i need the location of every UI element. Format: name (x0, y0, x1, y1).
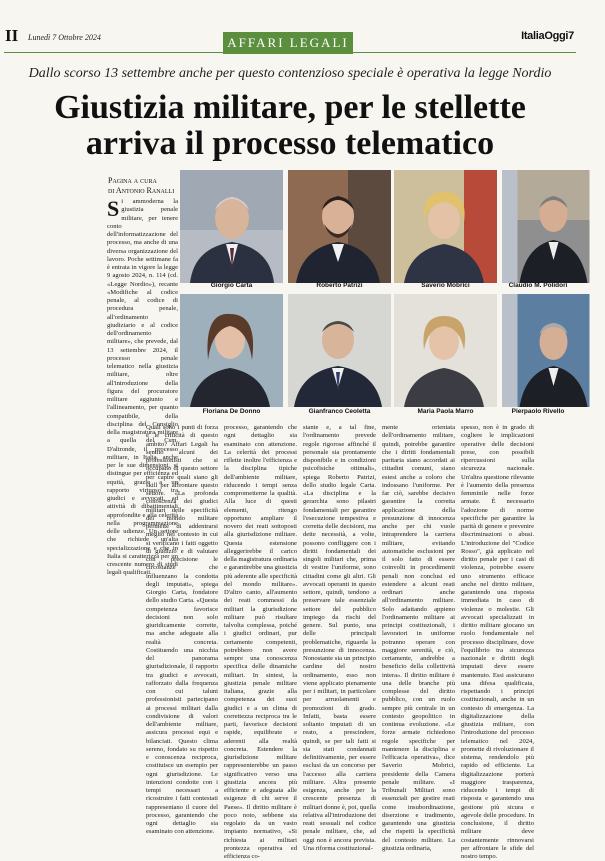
portrait-illustration (394, 294, 497, 407)
byline-author: di Antonio Ranalli (108, 186, 175, 195)
photo-caption: Maria Paola Marro (417, 408, 474, 415)
photo-caption: Claudio M. Polidori (508, 282, 568, 289)
photo-caption: Roberto Patrizi (316, 282, 363, 289)
photo-caption: Saverio Mobrici (421, 282, 470, 289)
portrait-illustration (288, 170, 391, 283)
article-headline (0, 90, 580, 162)
portrait-photo (288, 170, 391, 283)
drop-cap: S (107, 196, 120, 221)
portrait-photo (180, 170, 283, 283)
brand-logo: ItaliaOggi7 (521, 30, 574, 42)
portrait-photo (502, 170, 574, 283)
header-rule (4, 52, 576, 53)
page-number: II (5, 26, 19, 45)
portrait-illustration (502, 170, 605, 283)
portrait-illustration (502, 294, 605, 407)
column-1-text: i ammoderna la giustizia penale militare, per tenere conto dell'informatizzazione del processo, ma anche di una diversa organizzazione del lavoro. Poche settimane fa è entrata in vigore la legge 9 agosto 2024, n. 114 (cd. «Legge Nordio»), recante «Modifiche al codice penale, al codice di procedura penale, all'ordinamento giudiziario e al codice dell'ordinamento militare», che prevede, dal 13 settembre 2024, il processo penale telematico nella giustizia militare, oltre all'introduzione della figura del procuratore militare aggiunto e l'allineamento, per quanto compatibile, della disciplina del Consiglio della magistratura militare a quella del Csm. D'altronde, il processo militare, in Italia, anche per le sue dimensioni, si distingue per efficienza ed equità, grazie a un rapporto virtuoso tra giudici e avvocati, ad attività di dibattimentali approfondite e alla celerità nella programmazione delle udienze. Un settore che richiede un'alta specializzazione e che in Italia si caratterizza per un crescente numero di studi legali qualificati. (107, 198, 178, 577)
photo-caption: Pierpaolo Rivello (511, 408, 565, 415)
portrait-illustration (180, 170, 283, 283)
article-column-2: Quali sono i punti di forza e le criticità di questo ambito? Affari Legali ha sentito alcuni dei professionisti che si occupano di questo settore per capire quali siano gli skill per affrontare questo settore. «La profonda conoscenza dei giudici militari delle specificità del mondo militare permette di addentrarsi meglio nel contesto in cui si verificano i fatti oggetto di giudizio e di valutare con precisione le circostanze che influenzano la condotta degli imputati», spiega Giorgio Carta, fondatore dello studio Carta. «Questa competenza favorisce decisioni non solo giuridicamente corrette, ma anche adeguate alla realtà concreta. Costituendo una nicchia del panorama giurisdizionale, il rapporto tra giudici e avvocati, rafforzato dalla frequenza con cui taluni professionisti partecipano ai processi militari dalla condivisione di valori dell'ambiente militare, assicura processi equi e bilanciati. Questo clima sereno, fondato su rispetto e conoscenza reciproca, costituisce un esempio per ogni giurisdizione. Le intenzioni condotte con i tempi necessari a ricostruire i fatti contestati rappresentano il cuore del processo, garantendo che ogni dettaglio sia esaminato con attenzione. (146, 424, 218, 836)
portrait-illustration (394, 170, 497, 283)
portrait-photo (180, 294, 283, 407)
portrait-photo (394, 170, 497, 283)
article-kicker: Dallo scorso 13 settembre anche per questo contenzioso speciale è operativa la legge Nordio (28, 66, 552, 81)
issue-date: Lunedì 7 Ottobre 2024 (28, 33, 101, 42)
portrait-illustration (180, 294, 283, 407)
article-column-6: spesso, non è in grado di cogliere le implicazioni operative delle decisioni prese, con possibili ripercussioni sulla sicurezza nazionale. Un'altra questione rilevante è l'aumento della presenza femminile nelle forze armate. È necessario l'adozione di norme specifiche per garantire la parità di genere e prevenire discriminazioni o abusi. L'introduzione del "Codice Rosso", già applicato nel diritto penale per i casi di violenza, potrebbe essere uno strumento efficace anche nel diritto militare, garantendo una risposta immediata in caso di violenze o molestie. Gli avvocati specializzati in diritto militare giocano un ruolo fondamentale nel processo disciplinare, dove l'equilibrio tra sicurezza nazionale e diritti degli imputati deve essere mantenuto. Essi assicurano una difesa qualificata, rispettando i principi costituzionali, anche in un contesto di emergenza. La digitalizzazione della giustizia militare, con l'introduzione del processo telematico nel 2024, promette di rivoluzionare il sistema, rendendolo più rapido ed efficiente. La digitalizzazione porterà maggiore trasparenza, riducendo i tempi di risposta e garantendo una gestione più sicura e agevole delle procedure. In conclusione, il diritto militare deve costantemente rinnovarsi per affrontare le sfide del nostro tempo. (461, 424, 534, 860)
headline-line-2: arriva il processo telematico (85, 125, 495, 162)
portrait-photo (394, 294, 497, 407)
portrait-photo (502, 294, 574, 407)
section-label: AFFARI LEGALI (223, 32, 353, 54)
photo-caption: Giorgio Carta (210, 282, 253, 289)
photo-grid (144, 166, 576, 414)
portrait-illustration (288, 294, 391, 407)
headline-line-1: Giustizia militare, per le stellette (54, 89, 526, 126)
photo-caption: Gianfranco Ceoletta (308, 408, 371, 415)
article-column-3: processo, garantendo che ogni dettaglio sia esaminato con attenzione. La celerità dei processi riflette inoltre l'efficienza e la disciplina tipiche dell'ambiente militare, riducendo i tempi senza comprometterne la qualità. Alla luce di questi elementi, ritengo opportuno ampliare il novero dei reati sottoposti alla giurisdizione militare. Questa estensione alleggerirebbe il carico della magistratura ordinaria e garantirebbe una giustizia più aderente alle specificità del mondo militare». D'altro canto, all'aumento dei reati commessi da militari la giurisdizione militare può risultare talvolta complessa, poiché i giudici ordinari, pur certamente competenti, potrebbero non avere sempre una conoscenza specifica delle dinamiche militari. In sintesi, la giustizia penale militare italiana, grazie alla competenza dei suoi giudici e a un clima di correttezza reciproca tra le parti, favorisce decisioni rapide, equilibrate e aderenti alla realtà concreta. Estendere la giurisdizione militare rappresenterebbe un passo significativo verso una giustizia ancora più efficiente e adeguata alle esigenze di chi serve il Paese». Il diritto militare è poco noto, sebbene sia regolato da un vasto impianto normativo, «Si richiesta ai militari prontezza operativa ed efficienza co- (224, 424, 297, 860)
article-column-5: mente orientata dell'ordinamento militare, quindi, potrebbe garantire che i diritti fondamentali paritaria siano accordati ai cittadini comuni, siano estesi anche a coloro che indossano l'uniforme. Per far ciò, sarebbe decisivo garantire la corretta applicazione della presunzione di innocenza anche per chi vuole intraprendere la carriera militare, evitando automatiche esclusioni per il solo fatto di essere coinvolti in procedimenti penali non conclusi ed estendere a alcuni reati ordinari anche all'ordinamento militare. Solo adattando appieno l'ordinamento militare ai principi costituzionali, i lavoratori in uniforme potranno operare con maggiore serenità, e ciò, certamente, andrebbe a beneficio della collettività intera». Il diritto militare è una delle branche più complesse del diritto pubblico, con un ruolo sempre più centrale in un contesto geopolitico in continua evoluzione. «Le forze armate richiedono regole specifiche per mantenere la disciplina e l'efficacia operativa», dice Saverio Mobrici, presidente della Camera penale militare. «I Tribunali Militari sono essenziali per gestire reati come insubordinazione, diserzione e tradimento, garantendo una giustizia che rispetti la specificità del contesto militare. La giustizia ordinaria, (382, 424, 455, 852)
portrait-photo (288, 294, 391, 407)
byline-prefix: Pagina a cura (108, 176, 157, 185)
photo-caption: Floriana De Donno (202, 408, 261, 415)
article-column-4: stante e, a tal fine, l'ordinamento prevede regole rigorose affinché il personale sia prontamente disponibile e in condizioni psicofisiche ottimali», spiega Roberto Patrizi, dello studio legale Carta. «La disciplina e la gerarchia sono pilastri fondamentali per garantire l'esecuzione tempestiva e corretta delle decisioni, ma dette necessità, a volte, possono confliggere con i diritti fondamentali dei singoli militari che, prima di vestire l'uniforme, sono cittadini come gli altri. Gli avvocati operanti in questo settore, quindi, tendono a preservare tale essenziale settore del pubblico impiego da rischi del genere. Sul punto, una delle principali problematiche, riguarda la presunzione di innocenza. Nonostante sia un principio cardine del nostro ordinamento, esso non viene applicato pienamente per i militari, in particolare per arruolamenti e promozioni di grado. Infatti, basta essere soltanto imputati di un reato, a prescindere, quindi, se per tali fatti si sia stati condannati definitivamente, per essere esclusi da un concorso per l'accesso alla carriera militare. Altra presente esigenza, anche per la crescente presenza di militari donne è, poi, quella relativa all'introduzione dei reati sessuali nel codice penale militare, che, ad oggi non è ancora prevista. Una riforma costituzional- (303, 424, 376, 852)
